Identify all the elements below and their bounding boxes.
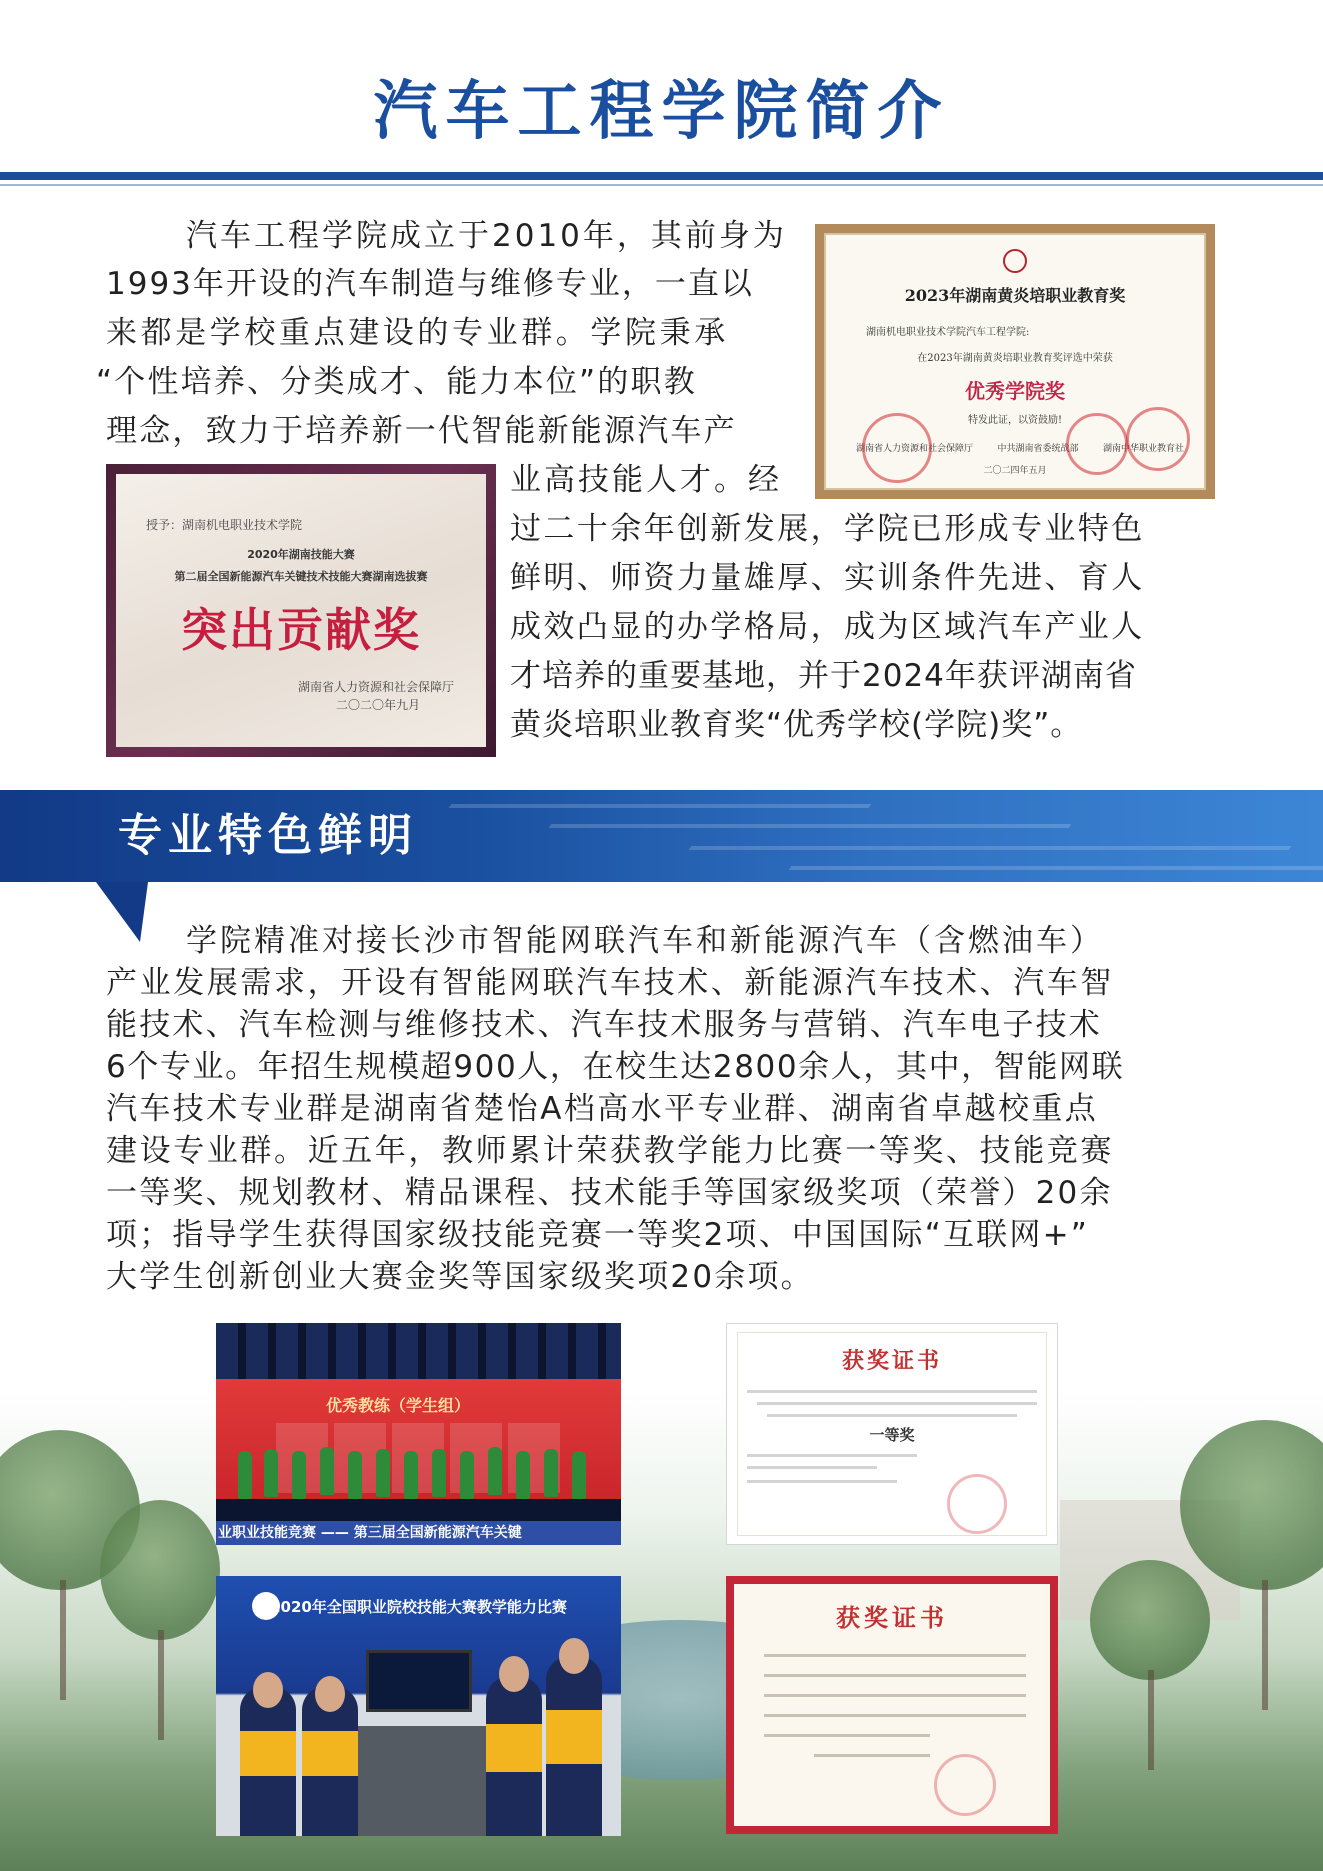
team-member-head xyxy=(253,1672,283,1708)
equipment-table xyxy=(336,1726,496,1836)
team-member xyxy=(240,1686,296,1836)
team-member-head xyxy=(315,1676,345,1712)
text-line xyxy=(764,1674,1026,1677)
issuer: 中共湖南省委统战部 xyxy=(997,444,1079,454)
plaque-date: 二〇二〇年九月 xyxy=(335,698,420,712)
section-line: 大学生创新创业大赛金奖等国家级奖项20余项。 xyxy=(106,1259,814,1295)
text-line xyxy=(764,1654,1026,1657)
plaque-text: 2020年湖南技能大赛 xyxy=(247,548,355,561)
banner-pointer xyxy=(96,882,148,942)
section-line: 一等奖、规划教材、精品课程、技术能手等国家级奖项（荣誉）20余 xyxy=(106,1175,1113,1211)
plaque-issuer: 湖南省人力资源和社会保障厅 xyxy=(297,680,454,694)
page-title: 汽车工程学院简介 xyxy=(373,75,950,149)
stage-lights xyxy=(216,1323,621,1383)
ceremony-sign: 优秀教练（学生组） xyxy=(326,1396,471,1415)
person xyxy=(516,1451,530,1499)
intro-line: 业高技能人才。经 xyxy=(510,462,782,498)
tree-trunk xyxy=(158,1630,164,1740)
intro-line: 才培养的重要基地，并于2024年获评湖南省 xyxy=(510,658,1137,694)
certificate-award: 优秀学院奖 xyxy=(965,379,1065,403)
competition-team-photo xyxy=(216,1576,621,1836)
text-line xyxy=(764,1714,1026,1717)
title-divider-thin xyxy=(0,184,1323,186)
person xyxy=(460,1451,474,1499)
text-line xyxy=(747,1454,917,1457)
seal-icon xyxy=(862,413,932,483)
person xyxy=(544,1449,558,1497)
person xyxy=(320,1447,334,1495)
text-line xyxy=(757,1402,1037,1405)
section-line: 能技术、汽车检测与维修技术、汽车技术服务与营销、汽车电子技术 xyxy=(106,1007,1102,1043)
ceremony-photo xyxy=(216,1323,621,1545)
section-title: 专业特色鲜明 xyxy=(118,810,418,861)
intro-line: 理念，致力于培养新一代智能新能源汽车产 xyxy=(106,413,737,449)
certificate-prize: 一等奖 xyxy=(869,1426,915,1444)
person xyxy=(238,1451,252,1499)
tree-trunk xyxy=(1148,1670,1154,1770)
certificate-date: 二〇二四年五月 xyxy=(983,466,1047,476)
text-line xyxy=(747,1466,877,1469)
section-line: 汽车技术专业群是湖南省楚怡A档高水平专业群、湖南省卓越校重点 xyxy=(106,1091,1099,1127)
display-screen xyxy=(366,1650,472,1712)
text-line xyxy=(767,1414,1017,1417)
outstanding-contribution-plaque xyxy=(106,464,496,757)
person xyxy=(404,1451,418,1499)
intro-line: 1993年开设的汽车制造与维修专业，一直以 xyxy=(106,266,754,302)
seal-icon xyxy=(1126,407,1190,471)
person xyxy=(264,1449,278,1497)
intro-line: 来都是学校重点建设的专业群。学院秉承 xyxy=(106,315,729,351)
stage-floor xyxy=(216,1499,621,1521)
certificate-recipient: 湖南机电职业技术学院汽车工程学院: xyxy=(866,327,1030,338)
text-line xyxy=(764,1734,930,1737)
text-line xyxy=(814,1754,930,1757)
award-certificate-a xyxy=(726,1323,1058,1545)
section-line: 6个专业。年招生规模超900人，在校生达2800余人，其中，智能网联 xyxy=(106,1049,1125,1085)
person xyxy=(432,1449,446,1497)
seal-icon xyxy=(1066,413,1128,475)
intro-line: 黄炎培职业教育奖“优秀学校(学院)奖”。 xyxy=(510,707,1083,743)
banner-decoration xyxy=(330,790,1323,882)
tree-decoration xyxy=(1090,1560,1210,1680)
certificate-title: 获奖证书 xyxy=(841,1348,942,1374)
certificate-text: 在2023年湖南黄炎培职业教育奖评选中荣获 xyxy=(917,353,1113,364)
intro-line: 鲜明、师资力量雄厚、实训条件先进、育人 xyxy=(510,560,1145,596)
intro-line: 过二十余年创新发展，学院已形成专业特色 xyxy=(510,511,1145,547)
seal-icon xyxy=(934,1754,996,1816)
plaque-award: 突出贡献奖 xyxy=(181,603,421,657)
person xyxy=(488,1447,502,1495)
intro-line: “个性培养、分类成才、能力本位”的职教 xyxy=(96,364,697,400)
team-member-head xyxy=(559,1638,589,1674)
team-member-head xyxy=(499,1656,529,1692)
person xyxy=(348,1451,362,1499)
issuer: 湖南省人力资源和社会保障厅 xyxy=(856,444,974,454)
section-line: 产业发展需求，开设有智能网联汽车技术、新能源汽车技术、汽车智 xyxy=(106,965,1114,1001)
team-member xyxy=(486,1676,542,1836)
certificate-title: 获奖证书 xyxy=(836,1603,948,1632)
issuer: 湖南中华职业教育社 xyxy=(1102,444,1184,454)
tree-trunk xyxy=(60,1580,66,1700)
seal-icon xyxy=(947,1474,1007,1534)
competition-banner-title: 2020年全国职业院校技能大赛教学能力比赛 xyxy=(270,1598,567,1616)
plaque-recipient: 授予：湖南机电职业技术学院 xyxy=(146,518,303,532)
tree-trunk xyxy=(1262,1580,1268,1710)
certificate-text: 特发此证，以资鼓励! xyxy=(967,415,1063,426)
section-line: 学院精准对接长沙市智能网联汽车和新能源汽车（含燃油车） xyxy=(186,923,1104,959)
text-line xyxy=(747,1390,1037,1393)
person xyxy=(376,1449,390,1497)
intro-line: 成效凸显的办学格局，成为区域汽车产业人 xyxy=(510,609,1145,645)
certificate-paper xyxy=(734,1584,1050,1826)
section-line: 项；指导学生获得国家级技能竞赛一等奖2项、中国国际“互联网+” xyxy=(106,1217,1090,1253)
intro-line: 汽车工程学院成立于2010年，其前身为 xyxy=(186,218,787,254)
plaque-text: 第二届全国新能源汽车关键技术技能大赛湖南选拔赛 xyxy=(174,570,428,583)
tree-decoration xyxy=(100,1500,220,1640)
text-line xyxy=(747,1480,897,1483)
emblem-icon xyxy=(1003,249,1027,273)
award-certificate-b xyxy=(726,1576,1058,1834)
section-line: 建设专业群。近五年，教师累计荣获教学能力比赛一等奖、技能竞赛 xyxy=(106,1133,1114,1169)
person xyxy=(292,1451,306,1499)
person xyxy=(572,1451,586,1499)
ceremony-banner-text: 业职业技能竞赛 —— 第三届全国新能源汽车关键 xyxy=(216,1521,621,1545)
title-divider xyxy=(0,172,1323,180)
team-member xyxy=(546,1656,602,1836)
certificate-title: 2023年湖南黄炎培职业教育奖 xyxy=(904,286,1126,305)
huangyanpei-award-certificate xyxy=(815,224,1215,499)
text-line xyxy=(764,1694,1026,1697)
